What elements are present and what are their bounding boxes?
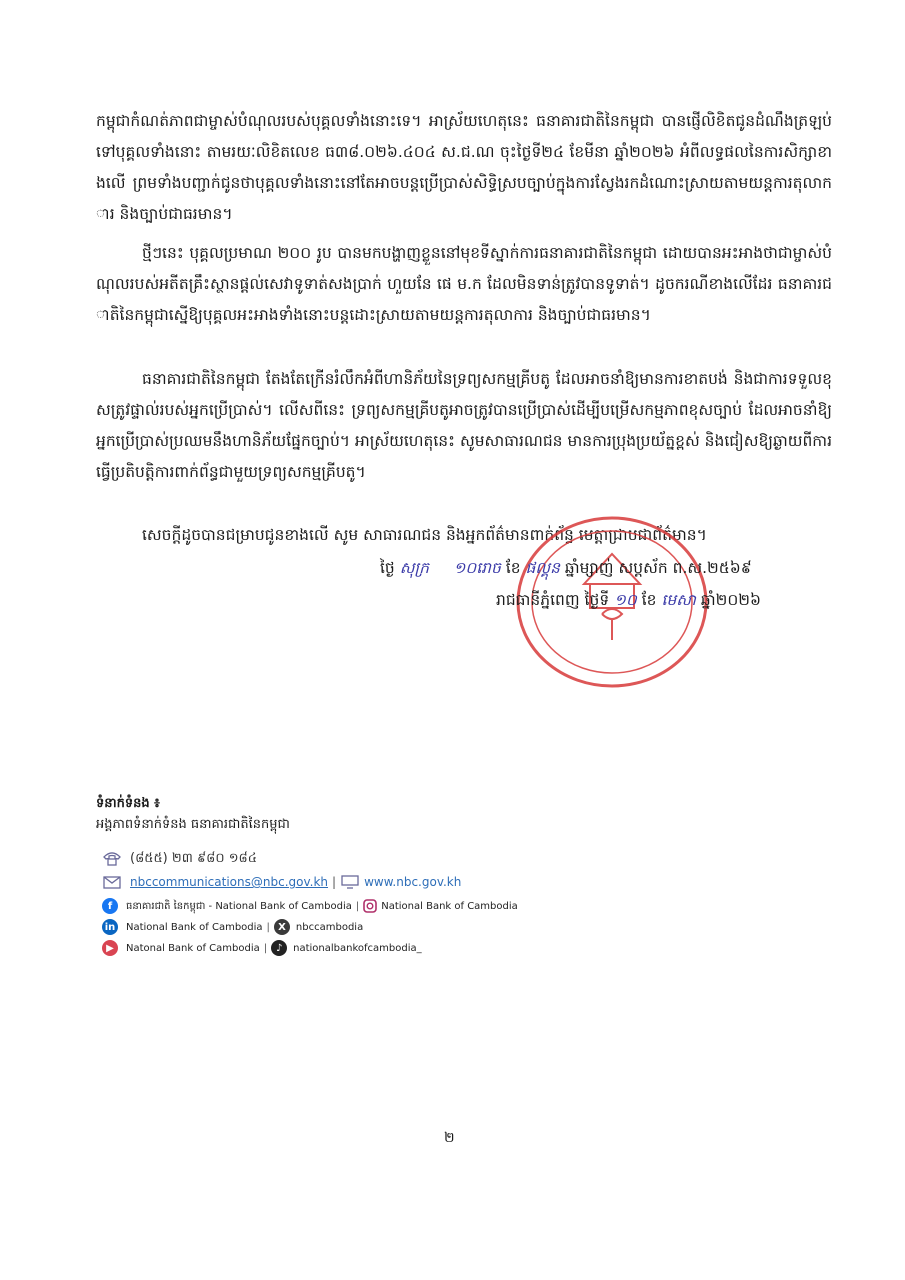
social-row-1 <box>102 898 518 914</box>
lunar-day-handwritten: សុក្រ <box>399 559 429 577</box>
tiktok-label[interactable]: nationalbankofcambodia_ <box>293 942 422 954</box>
body-paragraph-3: ធនាគារជាតិនៃកម្ពុជា តែងតែក្រើនរំលឹកអំពីហានិភ័យនៃទ្រព្យសកម្មគ្រីបតូ ដែលអាចនាំឱ្យមានការខាតបង់ និងជាការទទួលខុសត្រូវផ្ទាល់របស់អ្នកប្រើប្រាស់។ លើសពីនេះ ទ្រព្យសកម្មគ្រីបតូអាចត្រូវបានប្រើប្រាស់ដើម្បីបម្រើសកម្មភាពខុសច្បាប់ ដែលអាចនាំឱ្យអ្នកប្រើប្រាស់ប្រឈមនឹងហានិភ័យផ្នែកច្បាប់។ អាស្រ័យហេតុនេះ សូមសាធារណជន មានការប្រុងប្រយ័ត្នខ្ពស់ និងជៀសឱ្យឆ្ងាយពីការធ្វើប្រតិបត្តិការពាក់ព័ន្ធជាមួយទ្រព្យសកម្មគ្រីបតូ។ <box>96 370 832 481</box>
social-row-3 <box>102 940 422 956</box>
instagram-label[interactable]: National Bank of Cambodia <box>381 900 518 912</box>
separator: | <box>355 900 360 912</box>
separator: | <box>332 875 337 889</box>
day-handwritten: ១០ <box>614 591 637 609</box>
tiktok-icon: ♪ <box>271 940 287 956</box>
year: ឆ្នាំ២០២៦ <box>700 591 761 609</box>
lunar-date-handwritten: ១០រោច <box>453 559 501 577</box>
facebook-label[interactable]: ធនាគារជាតិ នៃកម្ពុជា - National Bank of Cambodia <box>126 900 352 912</box>
phone-row <box>102 849 257 869</box>
email-row <box>102 872 461 892</box>
youtube-icon: ▶ <box>102 940 118 956</box>
body-paragraph-4: សេចក្តីដូចបានជម្រាបជូនខាងលើ សូម សាធារណជន និងអ្នកព័ត៌មានពាក់ព័ន្ធ មេត្តាជ្រាបជាព័ត៌មាន។ <box>142 526 707 544</box>
email-link[interactable]: nbccommunications@nbc.gov.kh <box>130 875 329 889</box>
social-row-2 <box>102 919 363 935</box>
contact-title: ទំនាក់ទំនង ៖ <box>96 796 160 811</box>
x-label[interactable]: nbccambodia <box>295 921 364 933</box>
monitor-icon <box>340 872 360 892</box>
separator: | <box>266 921 270 933</box>
facebook-icon: f <box>102 898 118 914</box>
email-icon <box>102 872 122 892</box>
lunar-day-prefix: ថ្ងៃ <box>380 559 395 577</box>
linkedin-icon: in <box>102 919 118 935</box>
place-prefix: រាជធានីភ្នំពេញ ថ្ងៃទី <box>496 591 610 609</box>
body-paragraph-2: ថ្មីៗនេះ បុគ្គលប្រមាណ ២០០ រូប បានមកបង្ហាញខ្លួននៅមុខទីស្នាក់ការធនាគារជាតិនៃកម្ពុជា ដោយបានអះអាងថាជាម្ចាស់បំណុលរបស់អតីតគ្រឹះស្ថានផ្តល់សេវាទូទាត់សងប្រាក់ ហួយនែ ផេ ម.ក ដែលមិនទាន់ត្រូវបានទូទាត់។ ដូចករណីខាងលើដែរ ធនាគារជាតិនៃកម្ពុជាស្នើឱ្យបុគ្គលអះអាងទាំងនោះបន្តដោះស្រាយតាមយន្តការតុលាការ និងច្បាប់ជាធរមាន។ <box>96 244 832 324</box>
instagram-icon <box>363 899 377 913</box>
separator: | <box>263 942 268 954</box>
month-label: ខែ <box>641 591 657 609</box>
website-link[interactable]: www.nbc.gov.kh <box>364 875 462 889</box>
page-number: ២ <box>444 1130 455 1146</box>
solar-dateline <box>496 585 761 616</box>
linkedin-label[interactable]: National Bank of Cambodia <box>126 921 263 933</box>
phone-icon <box>102 849 122 869</box>
x-icon: X <box>274 919 290 935</box>
lunar-month-label: ខែ <box>505 559 521 577</box>
month-handwritten: មេសា <box>661 591 696 609</box>
lunar-year: ឆ្នាំម្សាញ់ សប្តស័ក ព.ស.២៥៦៩ <box>564 559 752 577</box>
lunar-dateline <box>380 553 752 584</box>
phone-number: (៨៥៥) ២៣ ៩៨០ ១៨៤ <box>130 850 257 866</box>
youtube-label[interactable]: Natonal Bank of Cambodia <box>126 942 260 954</box>
contact-org: អង្គភាពទំនាក់ទំនង ធនាគារជាតិនៃកម្ពុជា <box>96 817 290 832</box>
lunar-month-handwritten: ផល្គុន <box>525 559 560 577</box>
body-paragraph-1: កម្ពុជាកំណត់ភាពជាម្ចាស់បំណុលរបស់បុគ្គលទាំងនោះទេ។ អាស្រ័យហេតុនេះ ធនាគារជាតិនៃកម្ពុជា បានផ្ញើលិខិតជូនដំណឹងត្រឡប់ទៅបុគ្គលទាំងនោះ តាមរយៈលិខិតលេខ ធ៣៨.០២៦.៤០៤ ស.ជ.ណ ចុះថ្ងៃទី២៤ ខែមីនា ឆ្នាំ២០២៦ អំពីលទ្ធផលនៃការសិក្សាខាងលើ ព្រមទាំងបញ្ជាក់ជូនថាបុគ្គលទាំងនោះនៅតែអាចបន្តប្រើប្រាស់សិទ្ធិស្របច្បាប់ក្នុងការស្វែងរកដំណោះស្រាយតាមយន្តការតុលាការ និងច្បាប់ជាធរមាន។ <box>96 112 832 223</box>
